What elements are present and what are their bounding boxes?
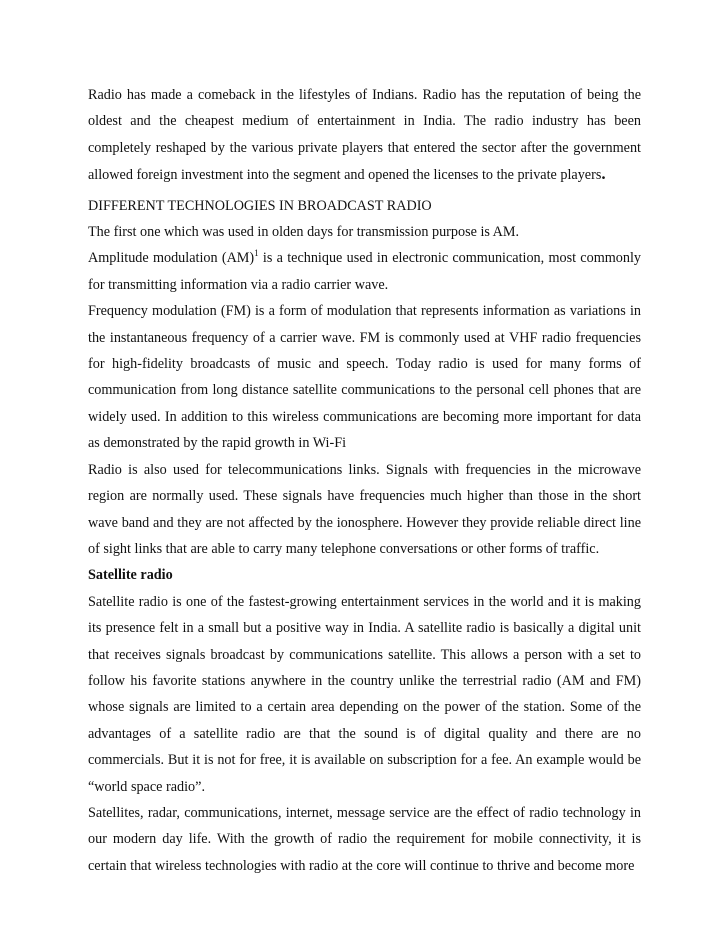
document-body <box>88 82 641 879</box>
am-paragraph-rest: is a technique used in electronic communication, most commonly for transmitting information via a radio carrier wave. <box>88 250 641 293</box>
section-heading-broadcast-technologies: DIFFERENT TECHNOLOGIES IN BROADCAST RADIO <box>88 197 432 214</box>
closing-paragraph: Satellites, radar, communications, internet, message service are the effect of radio technology in our modern day life. With the growth of radio the requirement for mobile connectivity, it is certain that wireless technologies with radio at the core will continue to thrive and become more <box>88 804 641 874</box>
am-paragraph-lead: Amplitude modulation (AM) <box>88 250 255 267</box>
am-intro-line: The first one which was used in olden days for transmission purpose is AM. <box>88 224 520 241</box>
intro-paragraph <box>88 82 641 189</box>
intro-paragraph-text: Radio has made a comeback in the lifestyles of Indians. Radio has the reputation of being the oldest and the cheapest medium of entertainment in India. The radio industry has been completely reshaped by the various private players that entered the sector after the government allowed foreign investment into the segment and opened the licenses to the private players <box>88 87 641 184</box>
am-paragraph <box>88 245 641 298</box>
satellite-paragraph: Satellite radio is one of the fastest-growing entertainment services in the world and it is making its presence felt in a small but a positive way in India. A satellite radio is basically a digital unit that receives signals broadcast by communications satellite. This allows a person with a set to follow his favorite stations anywhere in the country unlike the terrestrial radio (AM and FM) whose signals are limited to a certain area depending on the power of the station. Some of the advantages of a satellite radio are that the sound is of digital quality and there are no commercials. But it is not for free, it is available on subscription for a fee. An example would be “world space radio”. <box>88 593 641 795</box>
fm-paragraph: Frequency modulation (FM) is a form of modulation that represents information as variations in the instantaneous frequency of a carrier wave. FM is commonly used at VHF radio frequencies for high-fidelity broadcasts of music and speech. Today radio is used for many forms of communication from long distance satellite communications to the personal cell phones that are widely used. In addition to this wireless communications are becoming more important for data as demonstrated by the rapid growth in Wi-Fi <box>88 303 641 452</box>
section-heading-satellite-radio: Satellite radio <box>88 567 173 584</box>
intro-paragraph-period: . <box>601 164 606 184</box>
telecom-paragraph: Radio is also used for telecommunications links. Signals with frequencies in the microwave region are normally used. These signals have frequencies much higher than those in the short wave band and they are not affected by the ionosphere. However they provide reliable direct line of sight links that are able to carry many telephone conversations or other forms of traffic. <box>88 461 641 557</box>
footnote-marker: 1 <box>254 247 259 258</box>
